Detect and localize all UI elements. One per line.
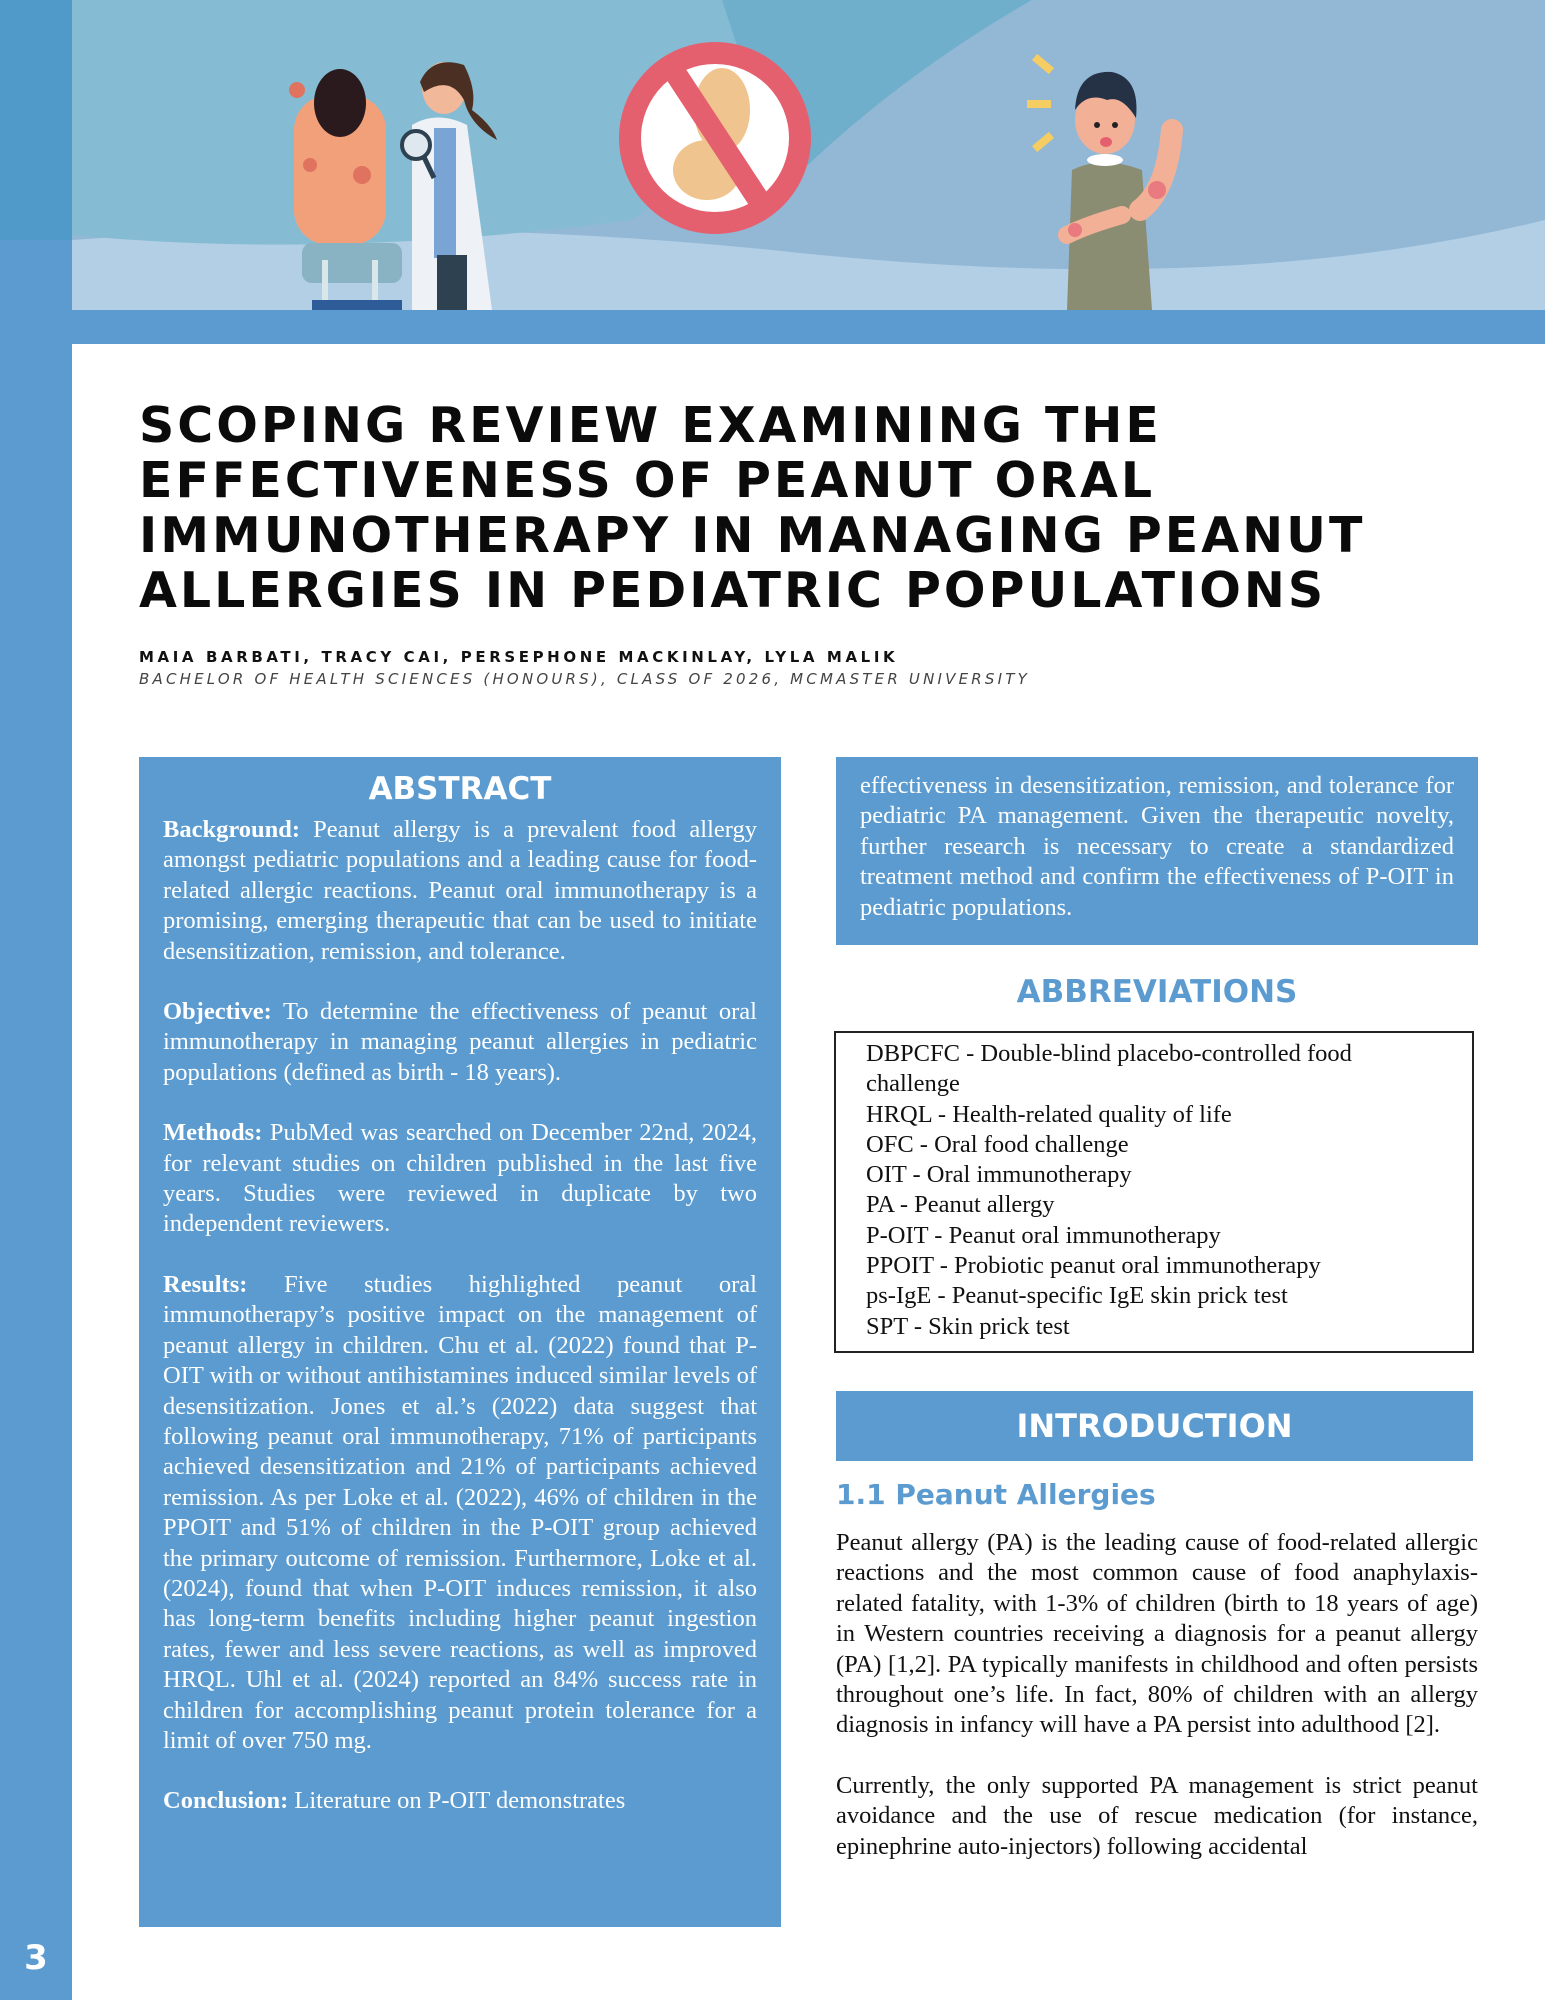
- no-peanuts-sign-icon: [619, 42, 811, 234]
- abbreviation-item: P-OIT - Peanut oral immunotherapy: [866, 1221, 1221, 1249]
- abbreviation-item: HRQL - Health-related quality of life: [866, 1100, 1232, 1128]
- abstract-background: [163, 815, 757, 967]
- intro-paragraph: Currently, the only supported PA management is strict peanut avoidance and the use of rescue medication (for instance, epinephrine auto-injectors) following accidental: [836, 1771, 1478, 1860]
- abstract-continuation: effectiveness in desensitization, remission, and tolerance for pediatric PA management. Given the therapeutic novelty, further research is necessary to create a standardized treatment method and confirm the effectiveness of P-OIT in pediatric populations.: [860, 772, 1454, 921]
- background-label: Background:: [163, 816, 301, 843]
- subsection-heading: 1.1 Peanut Allergies: [836, 1478, 1156, 1511]
- abbreviation-item: PPOIT - Probiotic peanut oral immunotherapy: [866, 1252, 1321, 1280]
- abstract-heading: ABSTRACT: [368, 771, 552, 807]
- authors: MAIA BARBATI, TRACY CAI, PERSEPHONE MACKINLAY, LYLA MALIK: [139, 648, 899, 666]
- abstract-methods: [163, 1118, 757, 1240]
- abstract-conclusion: [163, 1786, 757, 1816]
- objective-text: To determine the effectiveness of peanut oral immunotherapy in managing peanut allergies in pediatric populations (defined as birth - 18 years).: [163, 998, 757, 1086]
- results-text: Five studies highlighted peanut oral immunotherapy’s positive impact on the management of peanut allergy in children. Chu et al. (2022) found that P-OIT with or without antihistamines induced similar levels of desensitization. Jones et al.’s (2022) data suggest that following peanut oral immunotherapy, 71% of participants achieved desensitization and 21% of participants achieved remission. As per Loke et al. (2022), 46% of children in the PPOIT and 51% of children in the P-OIT group achieved the primary outcome of remission. Furthermore, Loke et al. (2024), found that when P-OIT induces remission, it also has long-term benefits including higher peanut ingestion rates, fewer and less severe reactions, as well as improved HRQL. Uhl et al. (2024) reported an 84% success rate in children for accomplishing peanut protein tolerance for a limit of over 750 mg.: [163, 1270, 757, 1754]
- abbreviation-item: OIT - Oral immunotherapy: [866, 1161, 1132, 1189]
- abstract-results: [163, 1270, 757, 1757]
- introduction-heading: INTRODUCTION: [836, 1391, 1473, 1461]
- affiliation: BACHELOR OF HEALTH SCIENCES (HONOURS), CLASS OF 2026, MCMASTER UNIVERSITY: [139, 670, 1030, 688]
- abbreviation-item: DBPCFC - Double-blind placebo-controlled food challenge: [866, 1040, 1352, 1098]
- sidebar-top-band: [0, 0, 72, 240]
- abbreviation-item: PA - Peanut allergy: [866, 1191, 1055, 1219]
- banner-illustration: [72, 0, 1545, 310]
- introduction-body: [836, 1528, 1478, 1892]
- abbreviation-item: ps-IgE - Peanut-specific IgE skin prick test: [866, 1282, 1288, 1310]
- methods-label: Methods:: [163, 1119, 263, 1147]
- abbreviations-box: [834, 1031, 1474, 1353]
- objective-label: Objective:: [163, 998, 272, 1026]
- abbreviation-item: SPT - Skin prick test: [866, 1312, 1070, 1340]
- banner-strip: [72, 310, 1545, 344]
- abstract-box: [139, 757, 781, 1927]
- page-sidebar: [0, 0, 72, 2000]
- background-text: Peanut allergy is a prevalent food allergy amongst pediatric populations and a leading cause for food-related allergic reactions. Peanut oral immunotherapy is a promising, emerging therapeutic that can be used to initiate desensitization, remission, and tolerance.: [163, 816, 757, 965]
- abstract-objective: [163, 997, 757, 1088]
- results-label: Results:: [163, 1270, 248, 1298]
- conclusion-label: Conclusion:: [163, 1787, 289, 1815]
- page-title: SCOPING REVIEW EXAMINING THE EFFECTIVENESS OF PEANUT ORAL IMMUNOTHERAPY IN MANAGING PEANUT ALLERGIES IN PEDIATRIC POPULATIONS: [139, 397, 1366, 619]
- abbreviation-item: OFC - Oral food challenge: [866, 1130, 1129, 1158]
- abstract-continuation-box: [836, 757, 1478, 945]
- header-banner: [72, 0, 1545, 310]
- intro-paragraph: Peanut allergy (PA) is the leading cause of food-related allergic reactions and the most common cause of food anaphylaxis-related fatality, with 1-3% of children (birth to 18 years of age) in Western countries receiving a diagnosis for a peanut allergy (PA) [1,2]. PA typically manifests in childhood and often persists throughout one’s life. In fact, 80% of children with an allergy diagnosis in infancy will have a PA persist into adulthood [2].: [836, 1529, 1478, 1739]
- methods-text: PubMed was searched on December 22nd, 2024, for relevant studies on children published in the last five years. Studies were reviewed in duplicate by two independent reviewers.: [163, 1119, 757, 1238]
- abbreviations-heading: ABBREVIATIONS: [1016, 974, 1298, 1010]
- conclusion-text: Literature on P-OIT demonstrates: [288, 1787, 626, 1815]
- page-number: 3: [24, 1938, 48, 1978]
